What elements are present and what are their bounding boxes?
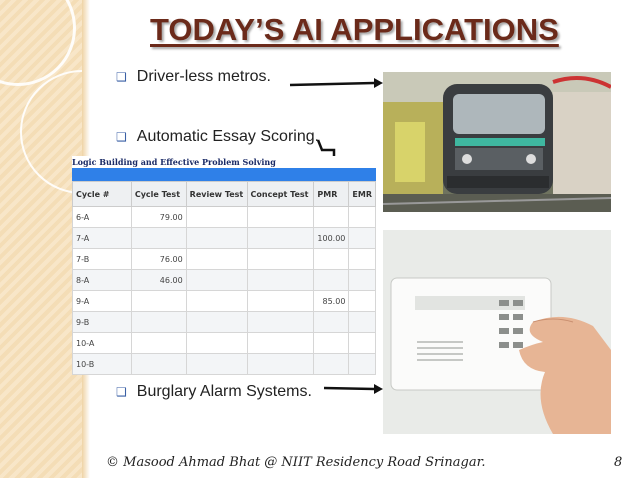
table-caption: Logic Building and Effective Problem Solving [72, 157, 276, 167]
table-row [73, 291, 376, 312]
arrow-to-metro-icon [288, 76, 384, 92]
table-cell [314, 354, 349, 375]
table-cell [131, 333, 186, 354]
bullet-driverless-metros [116, 68, 271, 86]
table-cell [247, 249, 314, 270]
table-cell [314, 333, 349, 354]
slide-footer: © Masood Ahmad Bhat @ NIIT Residency Road Srinagar. [106, 455, 486, 470]
table-cell [349, 312, 376, 333]
metro-train-photo [383, 72, 611, 212]
table-cell: 10-A [73, 333, 132, 354]
table-cell: 9-B [73, 312, 132, 333]
bullet-text: Automatic Essay Scoring. [136, 128, 320, 145]
table-cell [131, 354, 186, 375]
bullet-essay-scoring [116, 128, 319, 146]
table-cell: 9-A [73, 291, 132, 312]
table-cell [314, 249, 349, 270]
table-cell [247, 291, 314, 312]
table-cell [314, 207, 349, 228]
table-cell [131, 291, 186, 312]
page-number: 8 [614, 455, 623, 470]
table-cell [186, 333, 247, 354]
table-row [73, 333, 376, 354]
table-cell: 7-A [73, 228, 132, 249]
table-cell [186, 291, 247, 312]
table-cell [247, 354, 314, 375]
slide-title: TODAY’S AI APPLICATIONS [150, 12, 559, 47]
bullet-text: Burglary Alarm Systems. [136, 383, 312, 400]
table-cell: 76.00 [131, 249, 186, 270]
table-cell: 100.00 [314, 228, 349, 249]
table-row [73, 249, 376, 270]
table-cell: 85.00 [314, 291, 349, 312]
table-cell [247, 270, 314, 291]
table-row [73, 312, 376, 333]
table-cell: 6-A [73, 207, 132, 228]
column-header: PMR [314, 182, 349, 207]
table-cell [349, 270, 376, 291]
bullet-icon: ❑ [116, 70, 127, 84]
table-header-row [73, 182, 376, 207]
table-cell [349, 291, 376, 312]
table-cell [186, 270, 247, 291]
arrow-to-alarm-icon [322, 382, 384, 396]
bullet-text: Driver-less metros. [136, 68, 271, 85]
table-cell [247, 228, 314, 249]
column-header: Review Test [186, 182, 247, 207]
table-row [73, 207, 376, 228]
bullet-icon: ❑ [116, 130, 127, 144]
column-header: Cycle # [73, 182, 132, 207]
essay-scoring-table-screenshot [72, 156, 376, 372]
table-header-bar [72, 168, 376, 181]
table-cell [349, 354, 376, 375]
bullet-burglary-alarm [116, 383, 312, 401]
table-cell: 8-A [73, 270, 132, 291]
table-row [73, 354, 376, 375]
table-cell [247, 312, 314, 333]
table-cell [314, 312, 349, 333]
column-header: EMR [349, 182, 376, 207]
table-cell [314, 270, 349, 291]
table-cell [186, 249, 247, 270]
table-cell [349, 228, 376, 249]
table-cell [349, 207, 376, 228]
table-row [73, 270, 376, 291]
table-cell: 79.00 [131, 207, 186, 228]
table-cell [247, 333, 314, 354]
table-cell: 10-B [73, 354, 132, 375]
table-cell [349, 249, 376, 270]
table-cell [186, 354, 247, 375]
table-cell: 46.00 [131, 270, 186, 291]
table-cell: 7-B [73, 249, 132, 270]
bullet-icon: ❑ [116, 385, 127, 399]
table-cell [247, 207, 314, 228]
table-cell [131, 228, 186, 249]
scores-table [72, 181, 376, 375]
table-cell [349, 333, 376, 354]
column-header: Cycle Test [131, 182, 186, 207]
table-cell [186, 228, 247, 249]
decorative-side-panel [0, 0, 82, 478]
column-header: Concept Test [247, 182, 314, 207]
table-cell [131, 312, 186, 333]
table-row [73, 228, 376, 249]
table-cell [186, 312, 247, 333]
table-cell [186, 207, 247, 228]
burglar-alarm-keypad-photo [383, 230, 611, 434]
